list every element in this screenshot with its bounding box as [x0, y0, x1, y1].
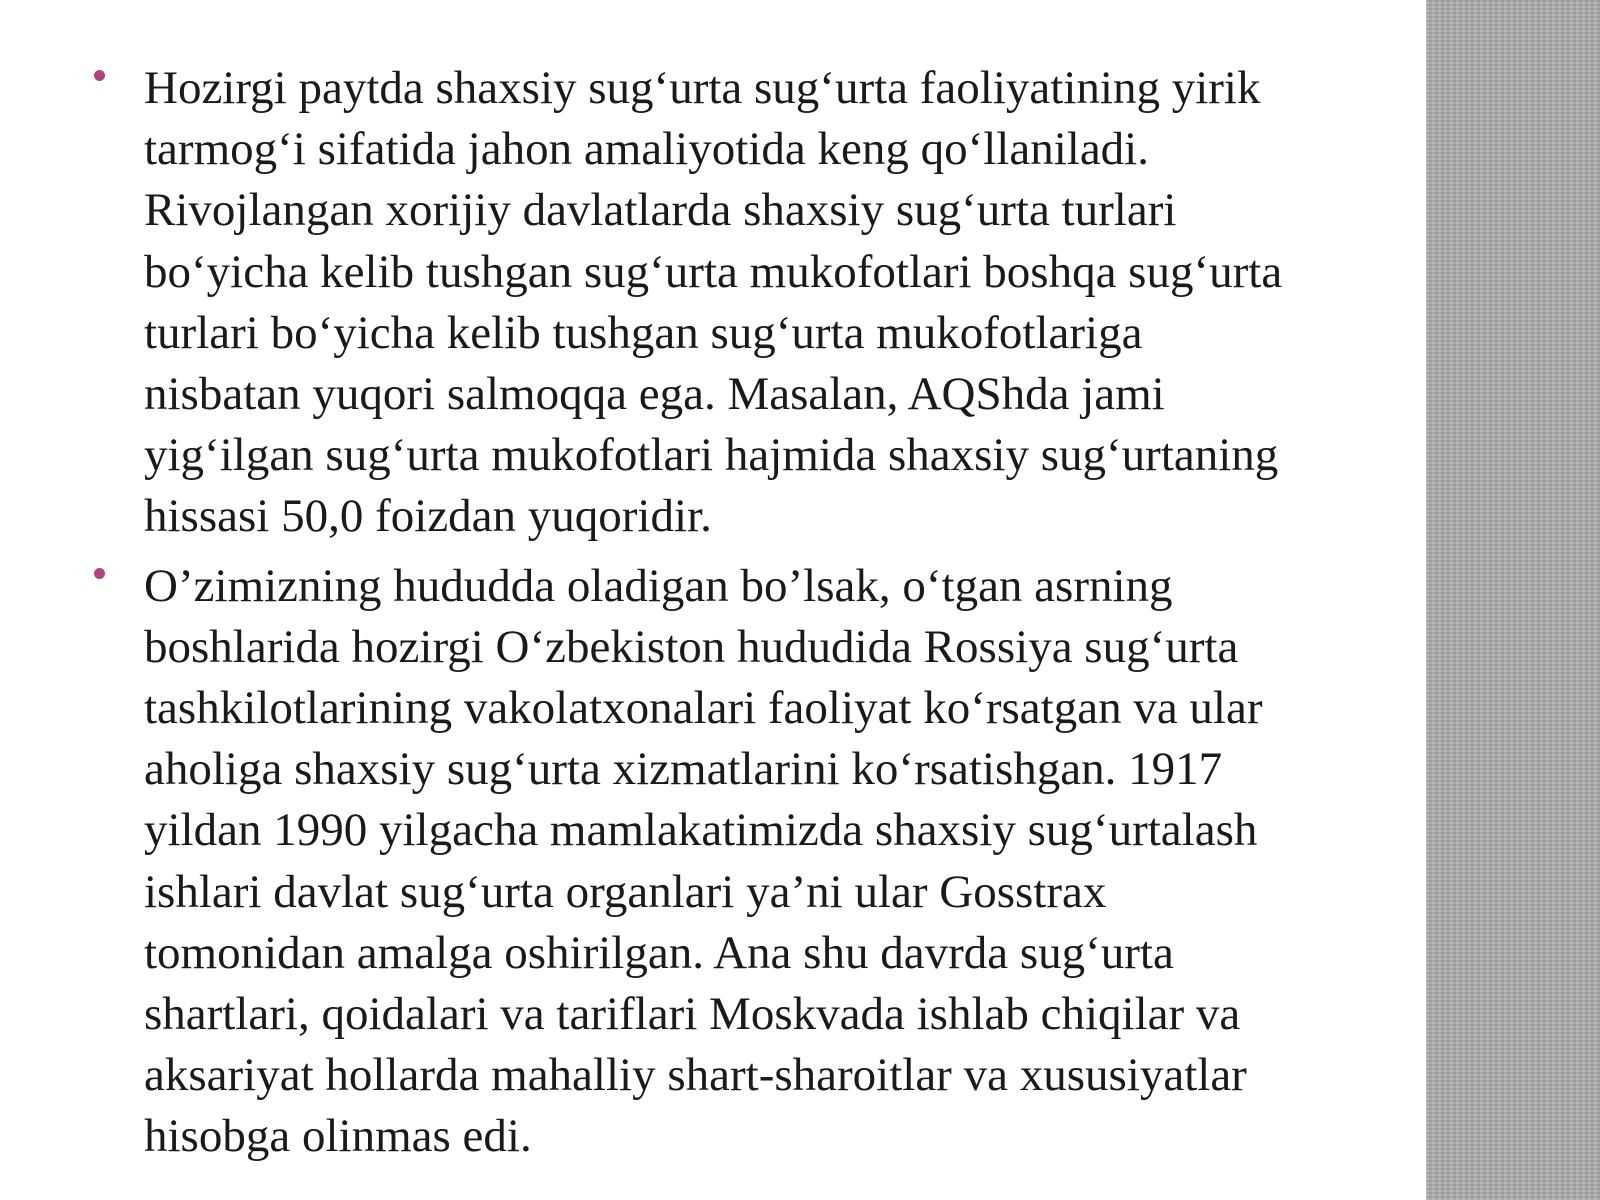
text-line: tarmog‘i sifatida jahon amaliyotida keng qo‘llaniladi.	[144, 123, 1149, 176]
bullet-item	[88, 556, 1408, 1168]
slide-body	[88, 58, 1408, 1176]
text-line: turlari bo‘yicha kelib tushgan sug‘urta mukofotlariga	[144, 306, 1143, 359]
text-line: shartlari, qoidalari va tariflari Moskvada ishlab chiqilar va	[144, 988, 1241, 1041]
text-line: aholiga shaxsiy sug‘urta xizmatlarini ko‘rsatishgan. 1917	[144, 743, 1223, 796]
text-line: bo‘yicha kelib tushgan sug‘urta mukofotlari boshqa sug‘urta	[144, 245, 1283, 298]
text-line: hissasi 50,0 foizdan yuqoridir.	[144, 490, 712, 543]
text-line: O’zimizning hududda oladigan bo’lsak, o‘tgan asrning	[144, 559, 1173, 612]
text-line: yildan 1990 yilgacha mamlakatimizda shaxsiy sug‘urtalash	[144, 804, 1258, 857]
bullet-dot-icon	[94, 70, 105, 81]
bullet-item	[88, 58, 1408, 548]
text-line: Hozirgi paytda shaxsiy sug‘urta sug‘urta faoliyatining yirik	[144, 62, 1261, 114]
text-line: hisobga olinmas edi.	[144, 1110, 532, 1163]
bullet-dot-icon	[94, 568, 105, 579]
text-line: Rivojlangan xorijiy davlatlarda shaxsiy sug‘urta turlari	[144, 184, 1177, 237]
text-line: tomonidan amalga oshirilgan. Ana shu davrda sug‘urta	[144, 926, 1174, 979]
bullet-text	[144, 58, 1408, 548]
text-line: tashkilotlarining vakolatxonalari faoliyat ko‘rsatgan va ular	[144, 682, 1263, 735]
text-line: nisbatan yuqori salmoqqa ega. Masalan, AQShda jami	[144, 368, 1165, 421]
side-decoration-band	[1426, 0, 1600, 1200]
text-line: ishlari davlat sug‘urta organlari ya’ni ular Gosstrax	[144, 865, 1107, 918]
text-line: boshlarida hozirgi O‘zbekiston hududida Rossiya sug‘urta	[144, 620, 1239, 673]
text-line: yig‘ilgan sug‘urta mukofotlari hajmida shaxsiy sug‘urtaning	[144, 429, 1279, 482]
bullet-text	[144, 556, 1408, 1168]
text-line: aksariyat hollarda mahalliy shart-sharoitlar va xususiyatlar	[144, 1049, 1247, 1102]
